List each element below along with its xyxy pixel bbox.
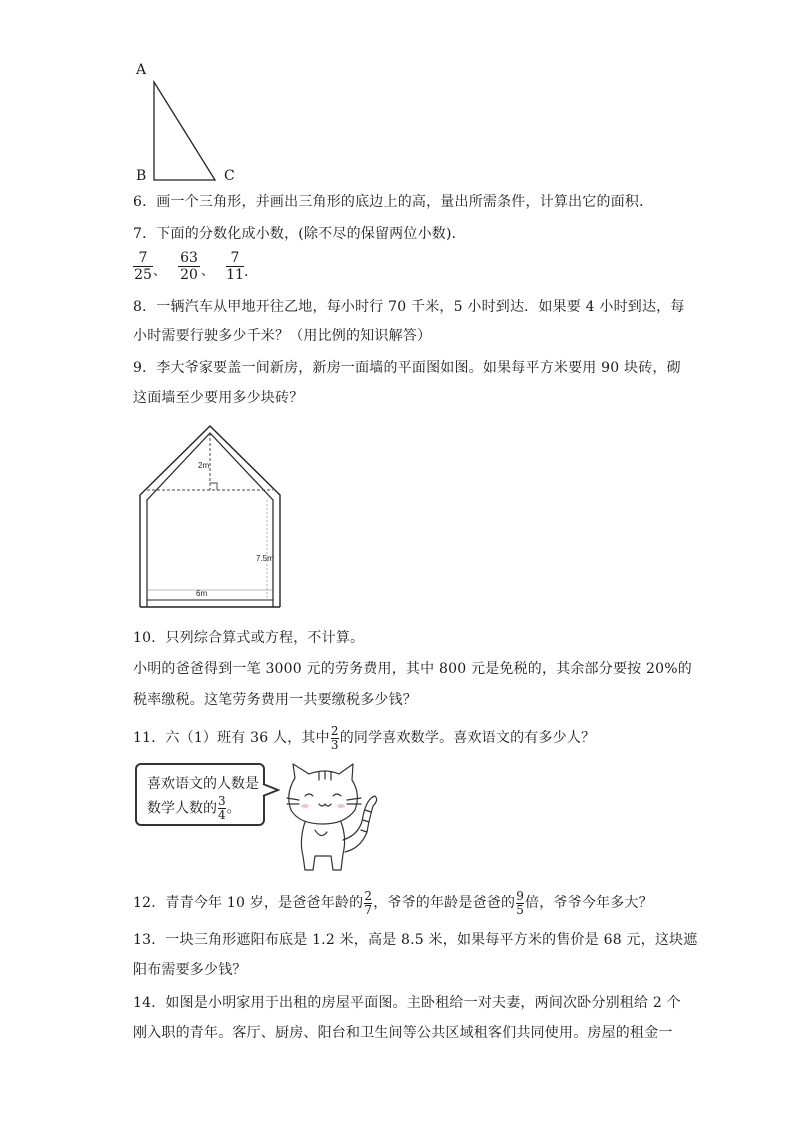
bubble-fraction: $\frac{3}{4}$ — [218, 794, 226, 822]
cat-illustration — [275, 760, 385, 875]
fraction-7-25: $\frac{7}{25}$ — [134, 250, 152, 283]
question-9-line-1: 9．李大爷家要盖一间新房，新房一面墙的平面图如图。如果每平方米要用 90 块砖，砌 — [133, 360, 681, 376]
question-11: 11．六（1）班有 36 人，其中 $\frac{2}{3}$ 的同学喜欢数学。喜欢语文的有多少人？ — [133, 723, 596, 752]
question-6: 6．画一个三角形，并画出三角形的底边上的高，量出所需条件，计算出它的面积． — [133, 194, 654, 210]
cat-icon — [275, 760, 385, 875]
question-13-line-1: 13．一块三角形遮阳布底是 1.2 米，高是 8.5 米，如果每平方米的售价是 68 元，这块遮 — [133, 932, 698, 948]
question-13-line-2: 阳布需要多少钱？ — [133, 962, 247, 978]
right-triangle-diagram — [130, 60, 250, 185]
vertex-label-a: A — [136, 62, 147, 78]
question-9-line-2: 这面墙至少要用多少块砖？ — [133, 390, 304, 406]
q12-fraction-2: $\frac{9}{5}$ — [516, 888, 525, 917]
separator-1: 、 — [153, 264, 167, 279]
question-14-line-1: 14．如图是小明家用于出租的房屋平面图。主卧租给一对夫妻，两间次卧分别租给 2 个 — [133, 995, 681, 1011]
terminator: . — [244, 264, 249, 280]
question-14-line-2: 刚入职的青年。客厅、厨房、阳台和卫生间等公共区域租客们共同使用。房屋的租金一 — [133, 1025, 673, 1041]
triangle-figure — [130, 60, 250, 185]
house-wall-figure — [130, 420, 300, 615]
fraction-63-20: $\frac{63}{20}$ — [178, 250, 200, 283]
separator-2: 、 — [201, 264, 215, 279]
question-8-line-1: 8．一辆汽车从甲地开往乙地，每小时行 70 千米，5 小时到达．如果要 4 小时到达，每 — [133, 299, 685, 315]
q12-fraction-1: $\frac{2}{7}$ — [364, 888, 373, 917]
q11-fraction: $\frac{2}{3}$ — [330, 723, 339, 752]
width-label: 6m — [196, 589, 208, 598]
question-10-line-3: 税率缴税。这笔劳务费用一共要缴税多少钱？ — [133, 692, 417, 708]
question-7: 7．下面的分数化成小数，(除不尽的保留两位小数)． — [133, 226, 466, 242]
wall-height-label: 7.5m — [256, 554, 274, 563]
roof-height-label: 2m — [198, 461, 210, 470]
question-12: 12．青青今年 10 岁，是爸爸年龄的 $\frac{2}{7}$ ，爷爷的年龄是爸爸的 $\frac{9}{5}$ 倍，爷爷今年多大？ — [133, 888, 653, 917]
question-8-line-2: 小时需要行驶多少千米？（用比例的知识解答） — [133, 328, 432, 344]
speech-bubble: 喜欢语文的人数是 数学人数的 $\frac{3}{4}$ 。 — [135, 763, 265, 826]
vertex-label-c: C — [224, 168, 235, 184]
question-10-line-2: 小明的爸爸得到一笔 3000 元的劳务费用，其中 800 元是免税的，其余部分要按 20%的 — [133, 661, 692, 677]
fraction-7-11: $\frac{7}{11}$ — [226, 250, 244, 283]
question-10-line-1: 10．只列综合算式或方程，不计算。 — [133, 630, 365, 646]
q7-fractions — [133, 250, 273, 286]
vertex-label-b: B — [136, 168, 147, 184]
house-wall-diagram — [130, 420, 300, 615]
